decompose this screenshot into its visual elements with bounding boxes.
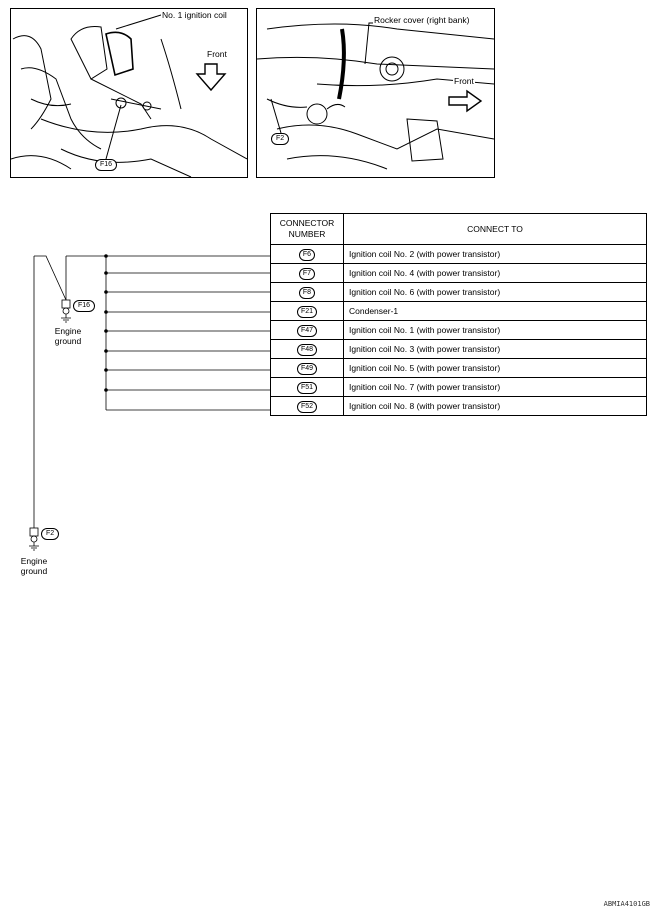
callout-rocker-cover: Rocker cover (right bank) <box>374 15 470 25</box>
ground-connector-f16: F16 <box>73 300 95 312</box>
connector-badge: F8 <box>299 287 315 299</box>
table-row <box>271 340 647 359</box>
connect-to-cell: Ignition coil No. 4 (with power transistor) <box>344 264 647 283</box>
connector-badge: F48 <box>297 344 317 356</box>
ground-symbol-f2-icon <box>29 528 39 550</box>
table-row <box>271 302 647 321</box>
header-connector-number: CONNECTOR NUMBER <box>271 214 344 245</box>
table-row <box>271 359 647 378</box>
connector-badge: F51 <box>297 382 317 394</box>
engine-ground-label-f2: Engine ground <box>20 556 48 576</box>
table-row <box>271 283 647 302</box>
connect-to-cell: Ignition coil No. 3 (with power transistor) <box>344 340 647 359</box>
connector-badge: F49 <box>297 363 317 375</box>
table-header-row <box>271 214 647 245</box>
engine-ground-label-f16: Engine ground <box>54 326 82 346</box>
connect-to-cell: Ignition coil No. 8 (with power transistor) <box>344 397 647 416</box>
ground-symbol-f16-icon <box>61 300 71 322</box>
connector-badge: F21 <box>297 306 317 318</box>
table-row <box>271 378 647 397</box>
connector-badge: F7 <box>299 268 315 280</box>
callout-no1-ignition-coil: No. 1 ignition coil <box>162 10 227 20</box>
connect-to-cell: Ignition coil No. 6 (with power transistor) <box>344 283 647 302</box>
connector-badge: F52 <box>297 401 317 413</box>
connect-to-cell: Ignition coil No. 7 (with power transistor) <box>344 378 647 397</box>
ground-connector-f2: F2 <box>41 528 59 540</box>
connector-badge-f2: F2 <box>271 133 289 145</box>
front-label-right: Front <box>454 76 474 86</box>
connect-to-cell: Ignition coil No. 1 (with power transistor) <box>344 321 647 340</box>
table-row <box>271 245 647 264</box>
connect-to-cell: Ignition coil No. 2 (with power transistor) <box>344 245 647 264</box>
table-row <box>271 264 647 283</box>
connect-to-cell: Condenser-1 <box>344 302 647 321</box>
header-connect-to: CONNECT TO <box>344 214 647 245</box>
table-row <box>271 397 647 416</box>
connector-badge: F6 <box>299 249 315 261</box>
figure-code: ABMIA4101GB <box>603 900 650 908</box>
connector-table <box>270 213 647 416</box>
connect-to-cell: Ignition coil No. 5 (with power transistor) <box>344 359 647 378</box>
wire-top-bridge <box>34 256 66 300</box>
connector-badge: F47 <box>297 325 317 337</box>
connector-badge-f16: F16 <box>95 159 117 171</box>
front-label-left: Front <box>207 49 227 59</box>
table-row <box>271 321 647 340</box>
